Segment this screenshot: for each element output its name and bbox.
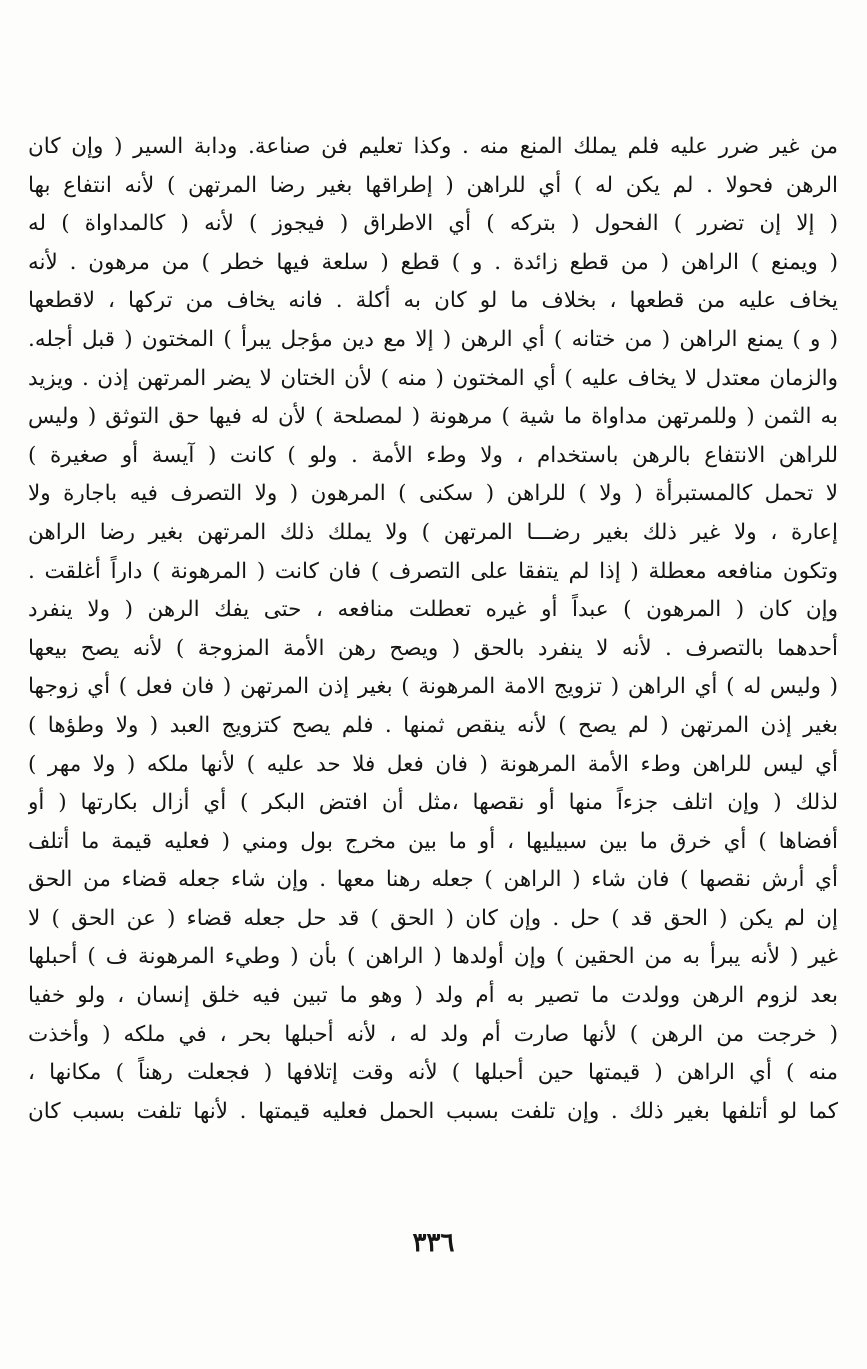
text-line: وإن كان ( المرهون ) عبداً أو غيره تعطلت منافعه ، حتى يفك الرهن ( ولا ينفرد (28, 597, 838, 623)
text-line: منه ) أي الراهن ( قيمتها حين أحبلها ) لأنه وقت إتلافها ( فجعلت رهناً ) مكانها ، (28, 1060, 838, 1086)
text-line: ( و ) يمنع الراهن ( من ختانه ) أي الرهن ( إلا مع دين مؤجل يبرأ ) المختون ( قبل أجله. (28, 326, 838, 352)
text-line: أي أرش نقصها ) فان شاء ( الراهن ) جعله رهنا معها . وإن شاء جعله قضاء من الحق (28, 867, 838, 893)
body-text (28, 128, 838, 1131)
page-number: ٣٣٦ (412, 1228, 455, 1258)
text-line: ( وليس له ) أي الراهن ( تزويج الامة المرهونة ) بغير إذن المرتهن ( فان فعل ) أي زوجها (28, 674, 838, 700)
text-line: لذلك ( وإن اتلف جزءاً منها أو نقصها ،مثل أن افتض البكر ) أي أزال بكارتها ( أو (28, 790, 838, 816)
text-line: أحدهما بالتصرف . لأنه لا ينفرد بالحق ( ويصح رهن الأمة المزوجة ) لأنه يصح بيعها (28, 635, 838, 661)
text-line: بعد لزوم الرهن وولدت ما تصير به أم ولد ( وهو ما تبين فيه خلق إنسان ، ولو خفيا (28, 983, 838, 1009)
text-line: إعارة ، ولا غير ذلك بغير رضـــا المرتهن ) ولا يملك ذلك المرتهن بغير رضا الراهن (28, 519, 838, 545)
text-line: أي ليس للراهن وطء الأمة المرهونة ( فان فعل فلا حد عليه ) لأنها ملكه ( ولا مهر ) (28, 751, 838, 777)
text-line: غير ( لأنه يبرأ به من الحقين ) وإن أولدها ( الراهن ) بأن ( وطيء المرهونة ف ) أحبلها (28, 944, 838, 970)
text-line: يخاف عليه من قطعها ، بخلاف ما لو كان به أكلة . فانه يخاف من تركها ، لاقطعها (28, 288, 838, 314)
text-line: بغير إذن المرتهن ( لم يصح ) لأنه ينقص ثمنها . فلم يصح كتزويج العبد ( ولا وطؤها ) (28, 712, 838, 738)
text-line: والزمان معتدل لا يخاف عليه ) أي المختون ( منه ) لأن الختان لا يضر المرتهن إذن . ويزيد (28, 365, 838, 391)
text-line: للراهن الانتفاع بالرهن باستخدام ، ولا وطء الأمة . ولو ) كانت ( آيسة أو صغيرة ) (28, 442, 838, 468)
text-line: ( إلا إن تضرر ) الفحول ( بتركه ) أي الاطراق ( فيجوز ) لأنه ( كالمداواة ) له (28, 211, 838, 237)
text-line: كما لو أتلفها بغير ذلك . وإن تلفت بسبب الحمل فعليه قيمتها . لأنها تلفت بسبب كان (28, 1098, 838, 1124)
text-line: أفضاها ) أي خرق ما بين سبيليها ، أو ما بين مخرج بول ومني ( فعليه قيمة ما أتلف (28, 828, 838, 854)
text-line: لا تحمل كالمستبرأة ( ولا ) للراهن ( سكنى ) المرهون ( ولا التصرف فيه باجارة ولا (28, 481, 838, 507)
text-line: ( خرجت من الرهن ) لأنها صارت أم ولد له ، لأنه أحبلها بحر ، في ملكه ( وأخذت (28, 1021, 838, 1047)
text-line: به الثمن ( وللمرتهن مداواة ما شية ) مرهونة ( لمصلحة ) لأن له فيها حق التوثق ( وليس (28, 404, 838, 430)
text-line: من غير ضرر عليه فلم يملك المنع منه . وكذا تعليم فن صناعة. ودابة السير ( وإن كان (28, 134, 838, 159)
text-line: ( ويمنع ) الراهن ( من قطع زائدة . و ) قطع ( سلعة فيها خطر ) من مرهون . لأنه (28, 249, 838, 275)
text-line: إن لم يكن ( الحق قد ) حل . وإن كان ( الحق ) قد حل جعله قضاء ( عن الحق ) لا (28, 905, 838, 931)
text-line: الرهن فحولا . لم يكن له ) أي للراهن ( إطراقها بغير رضا المرتهن ) لأنه انتفاع بها (28, 172, 838, 198)
text-line: وتكون منافعه معطلة ( إذا لم يتفقا على التصرف ) فان كانت ( المرهونة ) داراً أغلقت . (28, 558, 838, 584)
